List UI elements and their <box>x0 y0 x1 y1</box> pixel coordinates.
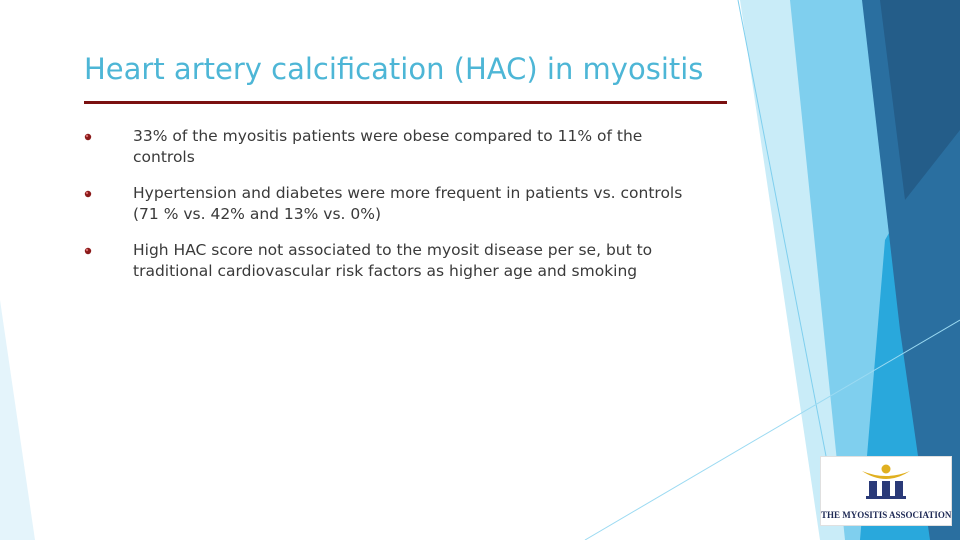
slide-title: Heart artery calcification (HAC) in myositis <box>84 52 704 86</box>
bullet-item <box>84 183 724 225</box>
bullet-text-line: High HAC score not associated to the myosit disease per se, but to <box>133 241 653 259</box>
bullet-text-line: (71 % vs. 42% and 13% vs. 0%) <box>133 205 382 223</box>
bullet-item <box>84 240 724 282</box>
bullet-item <box>84 126 724 168</box>
bullet-text-line: Hypertension and diabetes were more frequent in patients vs. controls <box>133 184 683 202</box>
title-underline <box>84 101 727 104</box>
bullet-text-line: 33% of the myositis patients were obese compared to 11% of the <box>133 127 643 145</box>
myositis-association-logo <box>820 456 952 526</box>
bullet-list <box>84 126 724 297</box>
bullet-dot-icon <box>84 247 92 255</box>
logo-figure-icon <box>858 461 914 505</box>
bullet-dot-icon <box>84 190 92 198</box>
logo-text: THE MYOSITIS ASSOCIATION <box>821 510 952 520</box>
left-edge-shape <box>0 300 35 540</box>
bullet-text-line: controls <box>133 148 195 166</box>
bullet-dot-icon <box>84 133 92 141</box>
bullet-text-line: traditional cardiovascular risk factors as higher age and smoking <box>133 262 638 280</box>
